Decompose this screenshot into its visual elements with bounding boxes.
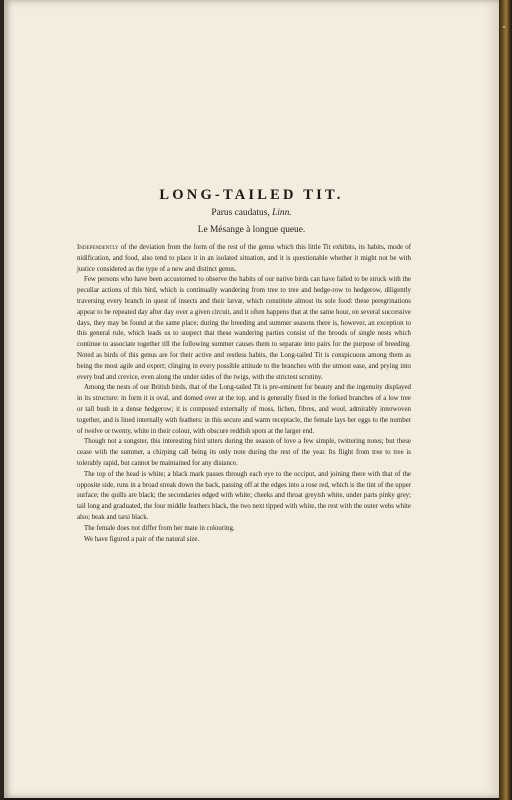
paragraph: The top of the head is white; a black mark passes through each eye to the occiput, and joining there with that of the opposite side, runs in a broad streak down the back, passing off at the edges into a rose red, which is the tint of the upper surface; the quills are black; the secondaries edged with white; cheeks and throat greyish white, under parts pinky grey; tail long and graduated, the four middle feathers black, the two next tipped with white, the rest with the outer webs white also; beak and tarsi black. xyxy=(77,470,411,521)
page-title: LONG-TAILED TIT. xyxy=(159,187,344,203)
body-text xyxy=(77,243,411,545)
paragraph: Among the nests of our British birds, that of the Long-tailed Tit is pre-eminent for beauty and the ingenuity displayed in its structure: in form it is oval, and domed over at the top, and is generally fixed in the forked branches of a low tree or tall bush in a dense hedgerow; it is composed externally of moss, lichen, fibres, and wool, admirably interwoven together, and is lined internally with feathers: in this secure and warm receptacle, the female lays her eggs to the number of twelve or twenty, white in their colour, with obscure reddish spots at the larger end. xyxy=(77,384,411,435)
paragraph-text: of the deviation from the form of the rest of the genus which this little Tit exhibits, its habits, mode of nidification, and food, also tend to place it in an isolated situation, and it is questionable whether it might not be with justice considered as the type of a new and distinct genus. xyxy=(77,244,411,273)
paragraph xyxy=(77,243,411,275)
gilt-page-edge xyxy=(499,0,512,800)
french-name: Le Mésange à longue queue. xyxy=(197,225,306,235)
drop-word: Independently xyxy=(77,244,119,251)
latin-authority: Linn. xyxy=(272,208,292,218)
latin-name-line xyxy=(4,208,499,218)
book-page xyxy=(4,0,499,798)
paragraph: We have figured a pair of the natural size. xyxy=(84,535,200,543)
paragraph: Though not a songster, this interesting bird utters during the season of love a few simple, twittering notes; but these cease with the summer, a chirping call being its only note during the rest of the year. Its flight from tree to tree is tolerably rapid, but cannot be maintained for any distance. xyxy=(77,438,411,467)
edge-mark xyxy=(503,26,505,28)
paragraph: The female does not differ from her mate in colouring. xyxy=(84,524,235,532)
paragraph: Few persons who have been accustomed to observe the habits of our native birds can have failed to be struck with the peculiar actions of this bird, which is continually wandering from tree to tree and hedge-row to hedgerow, diligently traversing every branch in quest of insects and their larvæ, which constitute almost its sole food: these peregrinations appear to be repeated day after day over a given circuit, and it often happens that at the same hour, on several successive days, they may be found at the same place; during the breeding and summer seasons there is, however, an exception to this general rule, which leads us to suspect that these wandering parties consist of the broods of single nests which continue to associate together till the following summer causes them to separate into pairs for the purpose of breeding. Noted as birds of this genus are for their active and restless habits, the Long-tailed Tit is conspicuous among them as being the most agile and expert; clinging in every possible attitude to the branches with the utmost ease, and prying into every bud and crevice, even along the under sides of the twigs, with the strictest scrutiny. xyxy=(77,276,411,381)
latin-name: Parus caudatus, xyxy=(211,208,270,218)
